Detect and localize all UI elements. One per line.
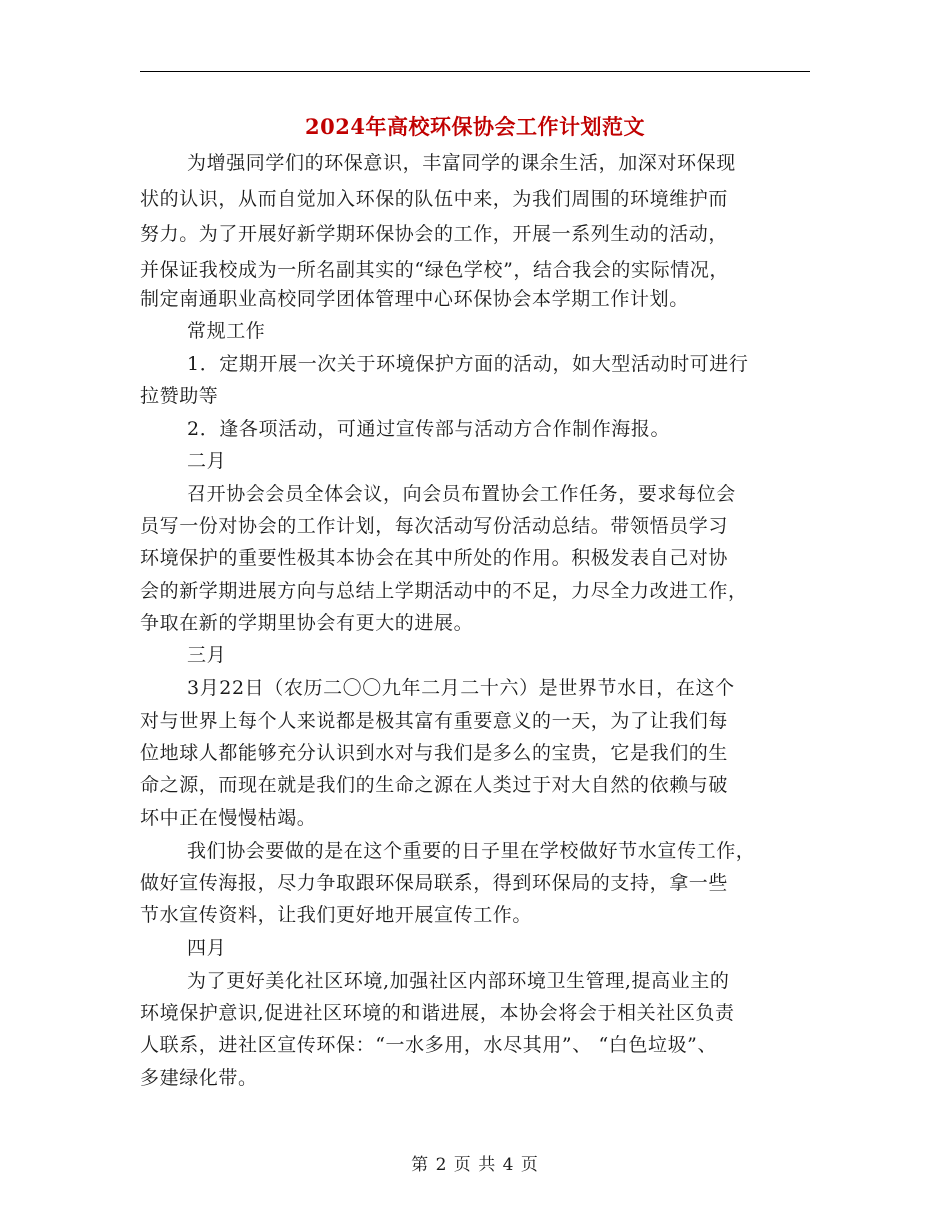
body-line: 人联系，进社区宣传环保：“一水多用，水尽其用”、 “白色垃圾”、: [140, 1034, 718, 1056]
section-heading: 三月: [187, 644, 227, 666]
body-line: 坏中正在慢慢枯竭。: [140, 807, 317, 829]
body-line: 做好宣传海报，尽力争取跟环保局联系，得到环保局的支持，拿一些: [140, 872, 729, 894]
body-line: 制定南通职业高校同学团体管理中心环保协会本学期工作计划。: [140, 288, 689, 310]
section-heading: 常规工作: [187, 320, 266, 342]
body-line: 位地球人都能够充分认识到水对与我们是多么的宝贵，它是我们的生: [140, 742, 729, 764]
body-line: 1．定期开展一次关于环境保护方面的活动，如大型活动时可进行: [187, 353, 749, 375]
body-line: 会的新学期进展方向与总结上学期活动中的不足，力尽全力改进工作，: [140, 580, 748, 602]
body-line: 命之源，而现在就是我们的生命之源在人类过于对大自然的依赖与破: [140, 774, 729, 796]
page-number-footer: 第 2 页 共 4 页: [411, 1155, 539, 1175]
section-heading: 二月: [187, 450, 227, 472]
body-line: 节水宣传资料，让我们更好地开展宣传工作。: [140, 904, 533, 926]
body-line: 为增强同学们的环保意识，丰富同学的课余生活，加深对环保现: [187, 152, 736, 174]
body-line: 多建绿化带。: [140, 1067, 258, 1089]
body-line: 努力。为了开展好新学期环保协会的工作，开展一系列生动的活动，: [140, 223, 729, 245]
body-line: 2．逢各项活动，可通过宣传部与活动方合作制作海报。: [187, 418, 671, 440]
header-rule: [140, 71, 810, 72]
body-line: 争取在新的学期里协会有更大的进展。: [140, 612, 474, 634]
body-line: 对与世界上每个人来说都是极其富有重要意义的一天，为了让我们每: [140, 710, 729, 732]
body-line: 3月22日（农历二〇〇九年二月二十六）是世界节水日，在这个: [187, 677, 735, 699]
body-line: 并保证我校成为一所名副其实的“绿色学校”，结合我会的实际情况，: [140, 259, 730, 281]
body-line: 召开协会会员全体会议，向会员布置协会工作任务，要求每位会: [187, 483, 736, 505]
body-line: 为了更好美化社区环境,加强社区内部环境卫生管理,提高业主的: [187, 970, 730, 992]
body-line: 拉赞助等: [140, 385, 219, 407]
document-title: 2024年高校环保协会工作计划范文: [305, 114, 645, 139]
body-line: 我们协会要做的是在这个重要的日子里在学校做好节水宣传工作，: [187, 840, 756, 862]
body-line: 员写一份对协会的工作计划，每次活动写份活动总结。带领悟员学习: [140, 515, 729, 537]
body-line: 环境保护意识,促进社区环境的和谐进展，本协会将会于相关社区负责: [140, 1002, 735, 1024]
body-line: 状的认识，从而自觉加入环保的队伍中来，为我们周围的环境维护而: [140, 188, 729, 210]
section-heading: 四月: [187, 937, 227, 959]
body-line: 环境保护的重要性极其本协会在其中所处的作用。积极发表自己对协: [140, 547, 729, 569]
